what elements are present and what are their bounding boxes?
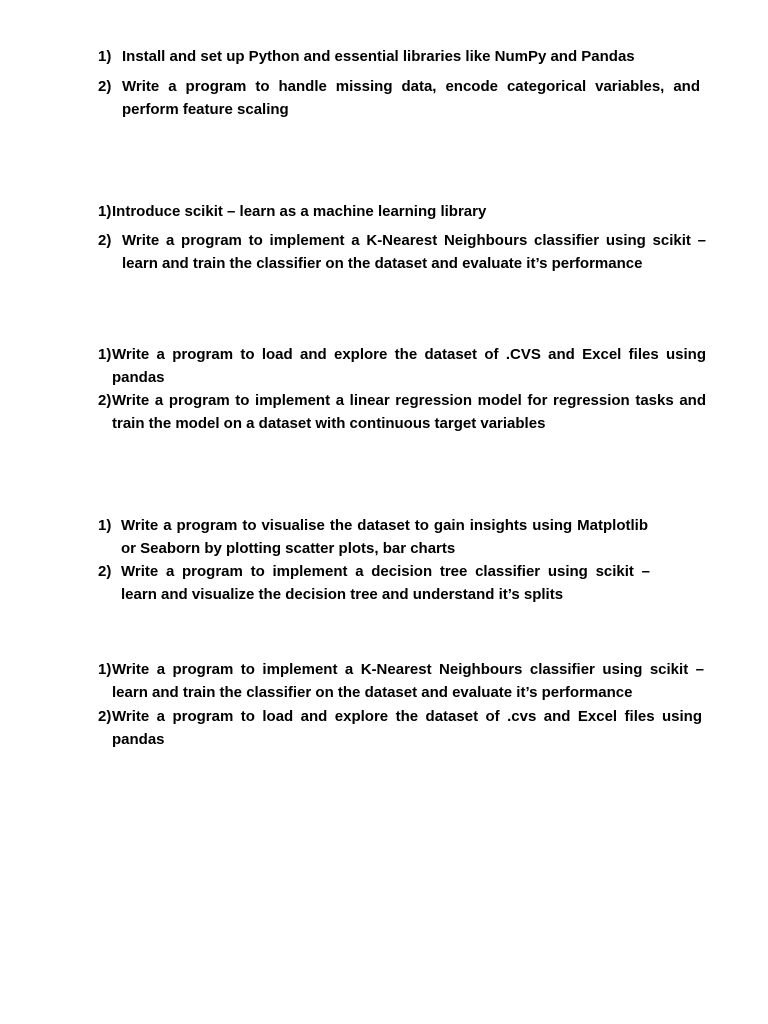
item-number: 2): [98, 232, 112, 249]
list-item: [98, 514, 648, 560]
item-number: 2): [98, 78, 112, 95]
item-number: 1): [98, 203, 112, 220]
list-item: [98, 45, 708, 68]
item-text: Introduce scikit – learn as a machine learning library: [112, 203, 487, 220]
item-number: 2): [98, 708, 112, 725]
list-item: [98, 229, 706, 275]
item-number: 1): [98, 661, 112, 678]
item-number: 2): [98, 563, 112, 580]
item-number: 1): [98, 346, 112, 363]
list-item: [98, 200, 708, 223]
list-item: [98, 705, 702, 751]
item-text: Write a program to load and explore the dataset of .cvs and Excel files using pandas: [112, 708, 702, 748]
item-text: Write a program to visualise the dataset to gain insights using Matplotlib or Seaborn by plotting scatter plots, bar charts: [121, 517, 648, 557]
item-text: Write a program to implement a linear regression model for regression tasks and train the model on a dataset with continuous target variables: [112, 392, 706, 432]
item-number: 1): [98, 48, 112, 65]
list-item: [98, 389, 708, 435]
list-item: [98, 343, 708, 389]
item-text: Write a program to implement a decision tree classifier using scikit – learn and visualize the decision tree and understand it’s splits: [121, 563, 650, 603]
item-text: Write a program to handle missing data, encode categorical variables, and perform feature scaling: [122, 78, 700, 118]
item-text: Write a program to implement a K-Nearest Neighbours classifier using scikit – learn and train the classifier on the dataset and evaluate it’s performance: [112, 661, 704, 701]
list-item: [98, 658, 704, 704]
item-number: 1): [98, 517, 112, 534]
item-text: Write a program to implement a K-Nearest Neighbours classifier using scikit – learn and train the classifier on the dataset and evaluate it’s performance: [122, 232, 706, 272]
item-text: Write a program to load and explore the dataset of .CVS and Excel files using pandas: [112, 346, 706, 386]
item-text: Install and set up Python and essential libraries like NumPy and Pandas: [122, 48, 635, 65]
item-number: 2): [98, 392, 112, 409]
list-item: [98, 560, 650, 606]
list-item: [98, 75, 700, 121]
